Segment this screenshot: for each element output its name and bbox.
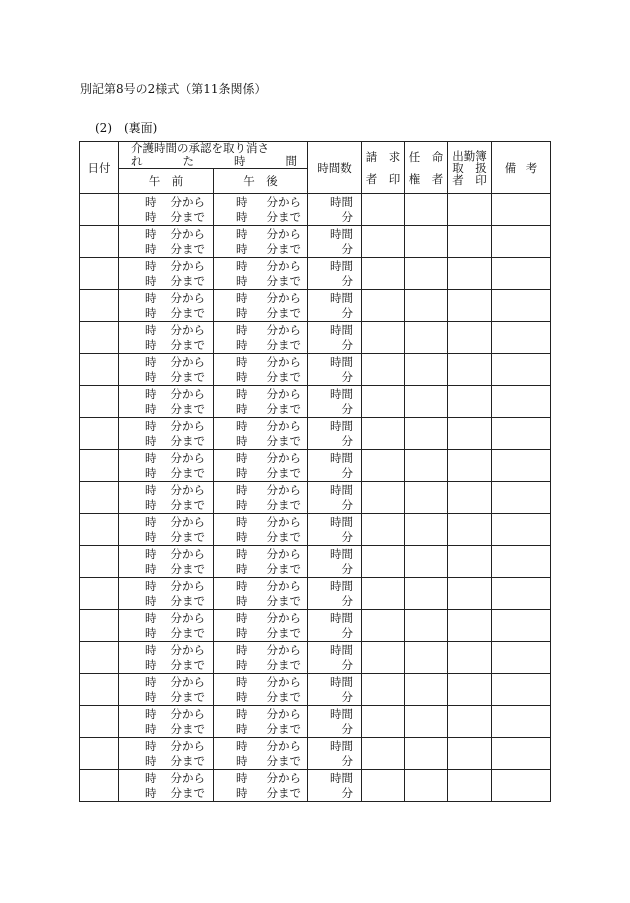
pm-time-cell[interactable]: 時 分から 時 分まで [214,610,308,642]
date-cell[interactable] [80,610,119,642]
date-cell[interactable] [80,514,119,546]
hours-cell[interactable]: 時間 分 [308,194,362,226]
requester-seal-cell[interactable] [362,610,405,642]
appointer-cell[interactable] [405,578,448,610]
am-time-cell[interactable]: 時 分から 時 分まで [119,450,214,482]
appointer-cell[interactable] [405,194,448,226]
requester-seal-cell[interactable] [362,642,405,674]
hours-cell[interactable]: 時間 分 [308,258,362,290]
am-time-cell[interactable]: 時 分から 時 分まで [119,226,214,258]
date-cell[interactable] [80,770,119,802]
date-cell[interactable] [80,258,119,290]
date-cell[interactable] [80,226,119,258]
hours-cell[interactable]: 時間 分 [308,674,362,706]
remarks-cell[interactable] [492,578,551,610]
appointer-cell[interactable] [405,642,448,674]
appointer-cell[interactable] [405,418,448,450]
attendance-seal-cell[interactable] [448,354,492,386]
attendance-seal-cell[interactable] [448,386,492,418]
table-row [80,354,551,386]
remarks-cell[interactable] [492,738,551,770]
table-row [80,386,551,418]
date-cell[interactable] [80,322,119,354]
appointer-cell[interactable] [405,322,448,354]
table-row [80,226,551,258]
pm-time-cell[interactable]: 時 分から 時 分まで [214,514,308,546]
date-cell[interactable] [80,482,119,514]
appointer-cell[interactable] [405,514,448,546]
appointer-cell[interactable] [405,386,448,418]
appointer-cell[interactable] [405,482,448,514]
remarks-cell[interactable] [492,642,551,674]
remarks-cell[interactable] [492,674,551,706]
hours-cell[interactable]: 時間 分 [308,546,362,578]
am-time-cell[interactable]: 時 分から 時 分まで [119,770,214,802]
header-am: 午 前 [119,169,214,194]
requester-seal-cell[interactable] [362,674,405,706]
form-title: 別記第8号の2様式（第11条関係） [80,82,267,96]
attendance-seal-cell[interactable] [448,450,492,482]
table-row [80,514,551,546]
header-approval [119,142,308,169]
header-pm: 午 後 [214,169,308,194]
header-attendance: 出勤簿 取 扱 者 印 [448,142,492,194]
attendance-seal-cell[interactable] [448,578,492,610]
attendance-seal-cell[interactable] [448,610,492,642]
hours-cell[interactable]: 時間 分 [308,226,362,258]
attendance-seal-cell[interactable] [448,706,492,738]
requester-seal-cell[interactable] [362,258,405,290]
am-time-cell[interactable]: 時 分から 時 分まで [119,578,214,610]
table-row [80,610,551,642]
table-row [80,418,551,450]
appointer-cell[interactable] [405,226,448,258]
hours-cell[interactable]: 時間 分 [308,514,362,546]
date-cell[interactable] [80,642,119,674]
requester-seal-cell[interactable] [362,578,405,610]
appointer-cell[interactable] [405,546,448,578]
am-time-cell[interactable]: 時 分から 時 分まで [119,194,214,226]
pm-time-cell[interactable]: 時 分から 時 分まで [214,290,308,322]
table-row [80,738,551,770]
pm-time-cell[interactable]: 時 分から 時 分まで [214,322,308,354]
remarks-cell[interactable] [492,610,551,642]
pm-time-cell[interactable]: 時 分から 時 分まで [214,450,308,482]
header-approval-line2: れ た 時 間 [131,154,297,168]
table-row [80,290,551,322]
remarks-cell[interactable] [492,482,551,514]
requester-seal-cell[interactable] [362,290,405,322]
date-cell[interactable] [80,738,119,770]
am-time-cell[interactable]: 時 分から 時 分まで [119,706,214,738]
appointer-cell[interactable] [405,610,448,642]
table-row [80,642,551,674]
am-time-cell[interactable]: 時 分から 時 分まで [119,546,214,578]
remarks-cell[interactable] [492,514,551,546]
am-time-cell[interactable]: 時 分から 時 分まで [119,322,214,354]
attendance-seal-cell[interactable] [448,514,492,546]
am-time-cell[interactable]: 時 分から 時 分まで [119,642,214,674]
am-time-cell[interactable]: 時 分から 時 分まで [119,354,214,386]
appointer-cell[interactable] [405,706,448,738]
attendance-seal-cell[interactable] [448,258,492,290]
date-cell[interactable] [80,674,119,706]
attendance-seal-cell[interactable] [448,482,492,514]
pm-time-cell[interactable]: 時 分から 時 分まで [214,546,308,578]
pm-time-cell[interactable]: 時 分から 時 分まで [214,418,308,450]
table-row [80,674,551,706]
pm-time-cell[interactable]: 時 分から 時 分まで [214,674,308,706]
date-cell[interactable] [80,290,119,322]
appointer-cell[interactable] [405,354,448,386]
pm-time-cell[interactable]: 時 分から 時 分まで [214,706,308,738]
header-remarks: 備 考 [492,142,551,194]
date-cell[interactable] [80,578,119,610]
requester-seal-cell[interactable] [362,322,405,354]
hours-cell[interactable]: 時間 分 [308,770,362,802]
hours-cell[interactable]: 時間 分 [308,578,362,610]
remarks-cell[interactable] [492,770,551,802]
am-time-cell[interactable]: 時 分から 時 分まで [119,418,214,450]
table-row [80,258,551,290]
requester-seal-cell[interactable] [362,546,405,578]
remarks-cell[interactable] [492,386,551,418]
hours-cell[interactable]: 時間 分 [308,354,362,386]
attendance-seal-cell[interactable] [448,290,492,322]
remarks-cell[interactable] [492,194,551,226]
am-time-cell[interactable]: 時 分から 時 分まで [119,290,214,322]
table-row [80,546,551,578]
table-row [80,706,551,738]
requester-seal-cell[interactable] [362,706,405,738]
appointer-cell[interactable] [405,674,448,706]
table-row [80,194,551,226]
pm-time-cell[interactable]: 時 分から 時 分まで [214,738,308,770]
date-cell[interactable] [80,546,119,578]
attendance-seal-cell[interactable] [448,738,492,770]
remarks-cell[interactable] [492,322,551,354]
attendance-seal-cell[interactable] [448,770,492,802]
requester-seal-cell[interactable] [362,226,405,258]
date-cell[interactable] [80,450,119,482]
form-subtitle: (2) (裏面) [95,121,158,135]
attendance-seal-cell[interactable] [448,418,492,450]
hours-cell[interactable]: 時間 分 [308,290,362,322]
requester-seal-cell[interactable] [362,770,405,802]
remarks-cell[interactable] [492,354,551,386]
requester-seal-cell[interactable] [362,354,405,386]
table-row [80,322,551,354]
pm-time-cell[interactable]: 時 分から 時 分まで [214,258,308,290]
remarks-cell[interactable] [492,258,551,290]
appointer-cell[interactable] [405,290,448,322]
am-time-cell[interactable]: 時 分から 時 分まで [119,674,214,706]
am-time-cell[interactable]: 時 分から 時 分まで [119,514,214,546]
appointer-cell[interactable] [405,770,448,802]
remarks-cell[interactable] [492,546,551,578]
table-row [80,450,551,482]
requester-seal-cell[interactable] [362,738,405,770]
remarks-cell[interactable] [492,450,551,482]
header-requester: 請 求 者 印 [362,142,405,194]
hours-cell[interactable]: 時間 分 [308,610,362,642]
attendance-seal-cell[interactable] [448,674,492,706]
date-cell[interactable] [80,194,119,226]
table-row [80,770,551,802]
pm-time-cell[interactable]: 時 分から 時 分まで [214,642,308,674]
attendance-seal-cell[interactable] [448,194,492,226]
attendance-seal-cell[interactable] [448,642,492,674]
header-appointer: 任 命 権 者 [405,142,448,194]
requester-seal-cell[interactable] [362,450,405,482]
table-row [80,578,551,610]
requester-seal-cell[interactable] [362,194,405,226]
requester-seal-cell[interactable] [362,418,405,450]
hours-cell[interactable]: 時間 分 [308,386,362,418]
hours-cell[interactable]: 時間 分 [308,418,362,450]
attendance-seal-cell[interactable] [448,226,492,258]
hours-cell[interactable]: 時間 分 [308,706,362,738]
date-cell[interactable] [80,706,119,738]
hours-cell[interactable]: 時間 分 [308,738,362,770]
attendance-seal-cell[interactable] [448,546,492,578]
date-cell[interactable] [80,418,119,450]
header-hours: 時間数 [308,142,362,194]
requester-seal-cell[interactable] [362,386,405,418]
remarks-cell[interactable] [492,706,551,738]
date-cell[interactable] [80,354,119,386]
remarks-cell[interactable] [492,226,551,258]
pm-time-cell[interactable]: 時 分から 時 分まで [214,194,308,226]
pm-time-cell[interactable]: 時 分から 時 分まで [214,226,308,258]
hours-cell[interactable]: 時間 分 [308,322,362,354]
header-row-1 [80,142,551,169]
am-time-cell[interactable]: 時 分から 時 分まで [119,610,214,642]
table-row [80,482,551,514]
am-time-cell[interactable]: 時 分から 時 分まで [119,738,214,770]
pm-time-cell[interactable]: 時 分から 時 分まで [214,354,308,386]
appointer-cell[interactable] [405,450,448,482]
pm-time-cell[interactable]: 時 分から 時 分まで [214,482,308,514]
pm-time-cell[interactable]: 時 分から 時 分まで [214,770,308,802]
pm-time-cell[interactable]: 時 分から 時 分まで [214,386,308,418]
am-time-cell[interactable]: 時 分から 時 分まで [119,386,214,418]
hours-cell[interactable]: 時間 分 [308,450,362,482]
appointer-cell[interactable] [405,258,448,290]
hours-cell[interactable]: 時間 分 [308,482,362,514]
remarks-cell[interactable] [492,290,551,322]
header-approval-line1: 介護時間の承認を取り消さ [131,141,269,155]
appointer-cell[interactable] [405,738,448,770]
remarks-cell[interactable] [492,418,551,450]
pm-time-cell[interactable]: 時 分から 時 分まで [214,578,308,610]
requester-seal-cell[interactable] [362,482,405,514]
requester-seal-cell[interactable] [362,514,405,546]
am-time-cell[interactable]: 時 分から 時 分まで [119,258,214,290]
care-time-cancellation-table [79,141,551,802]
attendance-seal-cell[interactable] [448,322,492,354]
am-time-cell[interactable]: 時 分から 時 分まで [119,482,214,514]
header-date: 日付 [80,142,119,194]
date-cell[interactable] [80,386,119,418]
hours-cell[interactable]: 時間 分 [308,642,362,674]
